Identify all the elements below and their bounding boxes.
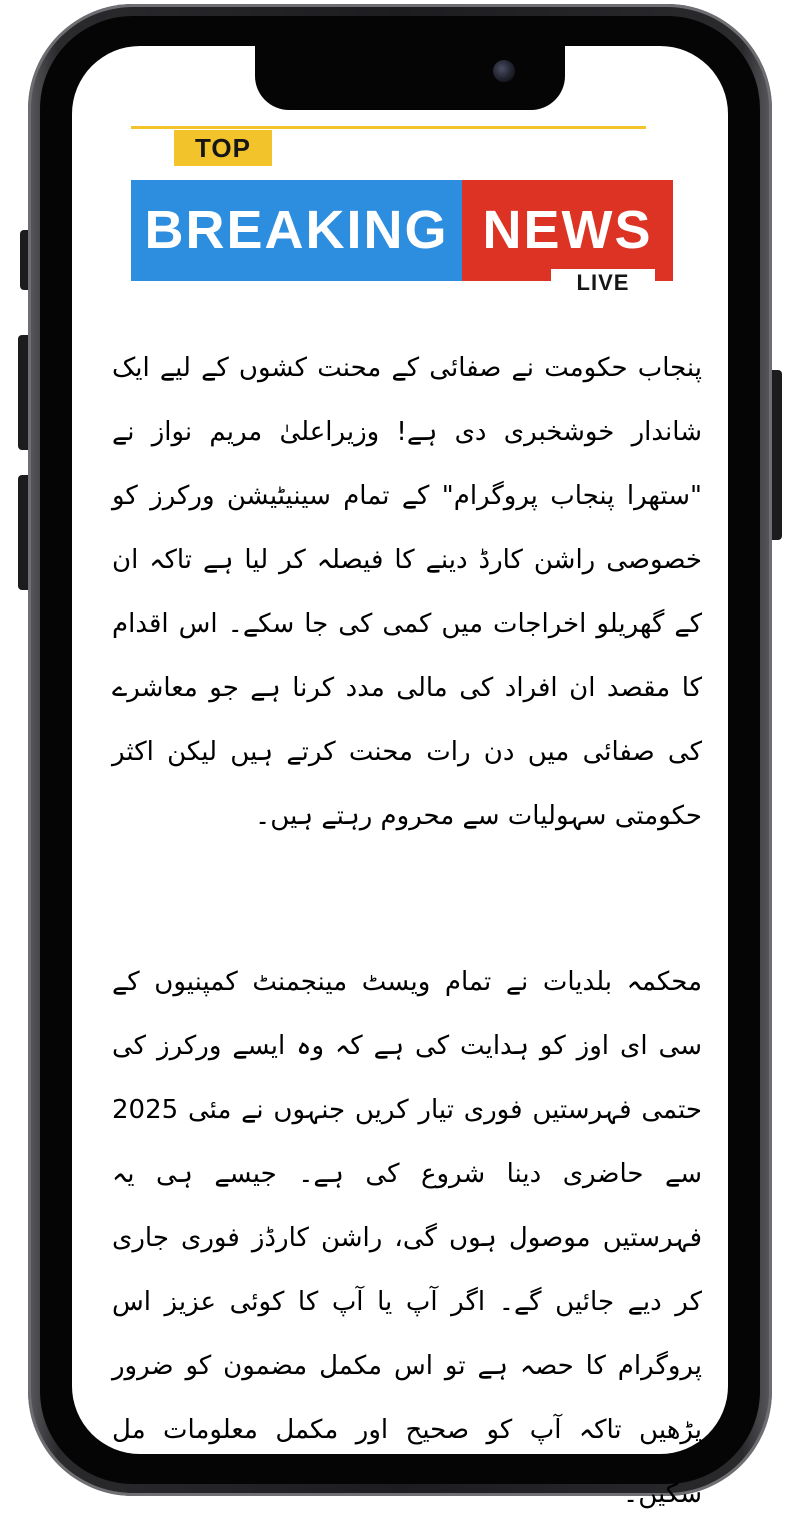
article-paragraph-1: پنجاب حکومت نے صفائی کے محنت کشوں کے لیے ایک شاندار خوشخبری دی ہے! وزیراعلیٰ مریم نواز نے "ستھرا پنجاب پروگرام" کے تمام سینیٹیشن ورکرز کو خصوصی راشن کارڈ دینے کا فیصلہ کر لیا ہے تاکہ ان کے گھریلو اخراجات میں کمی کی جا سکے۔ اس اقدام کا مقصد ان افراد کی مالی مدد کرنا ہے جو معاشرے کی صفائی میں دن رات محنت کرتے ہیں لیکن اکثر حکومتی سہولیات سے محروم رہتے ہیں۔ — [112, 353, 702, 831]
breaking-label: BREAKING — [131, 180, 462, 281]
article-body — [112, 336, 702, 1526]
live-tag: LIVE — [551, 269, 655, 296]
banner-accent-line — [131, 126, 646, 129]
news-label: NEWS — [462, 180, 673, 281]
front-camera-icon — [493, 60, 515, 82]
article-paragraph-2: محکمہ بلدیات نے تمام ویسٹ مینجمنٹ کمپنیوں کے سی ای اوز کو ہدایت کی ہے کہ وہ ایسے ورکرز کی حتمی فہرستیں فوری تیار کریں جنہوں نے مئی 2025 سے حاضری دینا شروع کی ہے۔ جیسے ہی یہ فہرستیں موصول ہوں گی، راشن کارڈز فوری جاری کر دیے جائیں گے۔ اگر آپ یا آپ کا کوئی عزیز اس پروگرام کا حصہ ہے تو اس مکمل مضمون کو ضرور پڑھیں تاکہ آپ کو صحیح اور مکمل معلومات مل سکیں۔ — [112, 967, 702, 1509]
phone-frame — [28, 4, 772, 1509]
phone-bezel — [40, 16, 760, 1509]
phone-screen[interactable] — [72, 46, 728, 1509]
phone-notch — [255, 46, 565, 110]
breaking-news-banner — [131, 121, 675, 296]
top-tag: TOP — [174, 130, 272, 166]
